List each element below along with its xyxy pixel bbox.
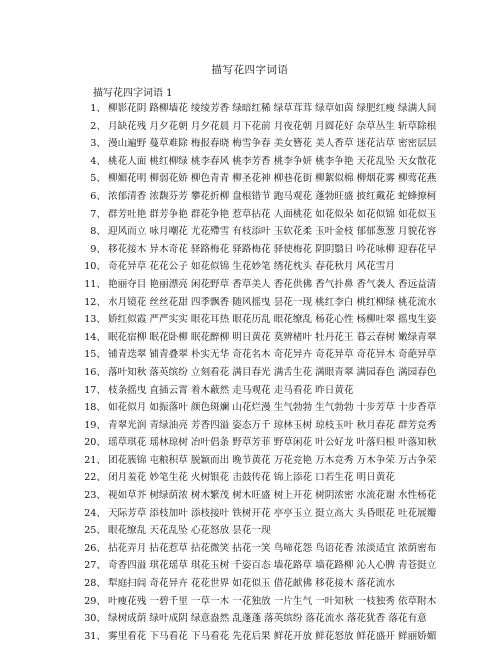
word-list-line	[82, 434, 492, 452]
line-text: 奇花异草 花花公子 如花似锦 生花妙笔 绣花枕头 春花秋月 风花雪月	[108, 261, 395, 273]
line-number: 24、	[84, 507, 106, 519]
line-number: 11、	[84, 278, 106, 290]
word-list-line	[82, 188, 492, 206]
word-list-line	[82, 100, 492, 118]
line-number: 31、	[84, 630, 106, 642]
line-number: 22、	[84, 472, 106, 484]
line-number: 10、	[84, 261, 106, 273]
word-list-line	[82, 628, 492, 645]
line-text: 雾里看花 下马看花 下马看花 先花后果 鲜花开放 鲜花怒放 鲜花盛开 鲜丽娇媚	[108, 630, 437, 642]
word-list-line	[82, 206, 492, 224]
line-text: 绿树成荫 绿叶成阴 绿意盎然 乱蓬蓬 落英缤纷 落花流水 落花犹香 落花有意	[108, 613, 427, 625]
word-list-line	[82, 505, 492, 523]
word-list-line	[82, 382, 492, 400]
line-number: 5、	[90, 173, 106, 185]
word-list-line	[82, 153, 492, 171]
line-number: 29、	[84, 595, 106, 607]
document-title: 描写花四字词语	[211, 64, 289, 76]
word-list-line	[82, 399, 492, 417]
line-number: 26、	[84, 542, 106, 554]
line-text: 迎风而立 咏月嘲花 尤花殢雪 有枝添叶 玉软花柔 玉叶金枝 郁郁葱葱 月貌花容	[108, 226, 437, 238]
line-text: 团花簇锦 屯粮积草 脱颖而出 晚节黄花 万花竞艳 万木竞秀 万木争荣 万古争荣	[108, 454, 437, 466]
section-heading: 描写花四字词语 1	[93, 88, 173, 99]
word-list-line	[82, 364, 492, 382]
word-list-line	[82, 241, 492, 259]
line-text: 漫山遍野 蔓草难除 梅报春晓 梅雪争春 美女簪花 美人香草 迷花沾草 密密层层	[108, 138, 437, 150]
line-text: 娇红似霞 严严实实 眼花耳热 眼花历乱 眼花缭乱 杨花心性 杨柳吐翠 摇曳生姿	[108, 314, 437, 326]
line-number: 9、	[90, 243, 106, 255]
line-text: 艳丽夺目 艳丽漂亮 闲花野草 香草美人 香花供佛 香气扑鼻 香气袭人 香远益清	[108, 278, 437, 290]
line-number: 16、	[84, 366, 106, 378]
line-number: 2、	[90, 120, 106, 132]
word-list-line	[82, 329, 492, 347]
word-list-line	[82, 223, 492, 241]
line-text: 视如草芥 树绿荫浓 树木繁茂 树木旺盛 树上开花 树阴浓密 水流花谢 水性杨花	[108, 490, 437, 502]
word-list-line	[82, 540, 492, 558]
line-text: 柳影花阴 路柳墙花 绫绫芳香 绿暗红稀 绿草茸茸 绿草如茵 绿肥红瘦 绿满人间	[108, 103, 437, 114]
line-text: 天际芳草 添枝加叶 添枝接叶 铁树开花 亭亭玉立 挺立高大 头昏眼花 吐花展瓣	[108, 507, 437, 519]
line-number: 1、	[90, 103, 106, 114]
word-list-line	[82, 118, 492, 136]
line-text: 闭月羞花 妙笔生花 火树银花 击鼓传花 锦上添花 口若生花 明日黄花	[108, 472, 395, 484]
word-list-line	[82, 610, 492, 628]
line-number: 17、	[84, 384, 106, 396]
line-text: 落叶知秋 落英缤纷 立刻看花 满目春光 满舌生花 满眼青翠 满园春色 满园春色	[108, 366, 437, 378]
line-text: 移花接木 异木奇花 驿路梅花 驿路梅花 驿使梅花 阴阴翳日 吟花咏柳 迎春花早	[108, 243, 437, 255]
line-text: 眼花缭乱 天花乱坠 心花怒放 昙花一现	[108, 525, 271, 537]
word-list-line	[82, 593, 492, 611]
line-text: 枝条摇曳 直插云霄 着木蔽然 走马观花 走马看花 昨日黄花	[108, 384, 354, 396]
word-list-line	[82, 452, 492, 470]
word-list-line	[82, 417, 492, 435]
line-text: 犁庭扫闾 奇花异卉 花花世界 如花似玉 借花献佛 移花接木 落花流水	[108, 578, 395, 590]
line-text: 如花似月 如振落叶 颜色斑斓 山花烂漫 生气勃勃 生气勃勃 十步芳草 十步香草	[108, 402, 437, 414]
line-number: 4、	[90, 155, 106, 167]
line-number: 21、	[84, 454, 106, 466]
line-text: 水月镜花 丝丝花甜 四季飘香 随风摇曳 昙花一现 桃红李白 桃红柳绿 桃花流水	[108, 296, 437, 308]
word-list-line	[82, 469, 492, 487]
word-list-line	[82, 170, 492, 188]
word-list	[82, 100, 492, 645]
line-text: 柳媚花明 柳弱花娇 柳色青青 柳圣花神 柳巷花街 柳絮似棉 柳烟花雾 柳莺花燕	[108, 173, 437, 185]
word-list-line	[82, 346, 492, 364]
word-list-line	[82, 575, 492, 593]
line-number: 23、	[84, 490, 106, 502]
word-list-line	[82, 135, 492, 153]
line-number: 6、	[90, 190, 106, 202]
line-number: 27、	[84, 560, 106, 572]
word-list-line	[82, 258, 492, 276]
line-text: 桃花人面 桃红柳绿 桃李春风 桃李芳香 桃李争妍 桃李争艳 天花乱坠 天女散花	[108, 155, 437, 167]
line-number: 19、	[84, 419, 106, 431]
line-text: 月缺花残 月夕花朝 月夕花晨 月下花前 月夜花朝 月圆花好 杂草丛生 斩草除根	[108, 120, 437, 132]
line-number: 18、	[84, 402, 106, 414]
line-text: 叶瘦花残 一碧千里 一草一木 一花独放 一片生气 一叶知秋 一枝独秀 依草附木	[108, 595, 437, 607]
line-number: 14、	[84, 331, 106, 343]
word-list-line	[82, 276, 492, 294]
word-list-line	[82, 487, 492, 505]
word-list-line	[82, 522, 492, 540]
word-list-line	[82, 311, 492, 329]
line-number: 7、	[90, 208, 106, 220]
line-text: 青翠光润 青绿油亮 芳香四溢 姿态万千 琼林玉树 琼枝玉叶 秋月春花 群芳竞秀	[108, 419, 437, 431]
line-number: 30、	[84, 613, 106, 625]
line-number: 3、	[90, 138, 106, 150]
word-list-line	[82, 294, 492, 312]
line-text: 瑶草琪花 瑶林琼树 冶叶倡条 野草芳菲 野草闲花 叶公好龙 叶落归根 叶落知秋	[108, 437, 437, 449]
line-text: 铺青迭翠 铺青叠翠 朴实无华 奇花名木 奇花异卉 奇花异草 奇花异木 奇葩异草	[108, 349, 437, 361]
line-number: 8、	[90, 226, 106, 238]
line-number: 20、	[84, 437, 106, 449]
word-list-line	[82, 557, 492, 575]
line-number: 15、	[84, 349, 106, 361]
line-text: 眠花宿柳 眠花卧柳 眠花醉柳 明日黄花 莫辨楮叶 牡丹花王 暮云春树 嫩绿青翠	[108, 331, 437, 343]
line-number: 28、	[84, 578, 106, 590]
line-text: 奇香四溢 琪花瑶草 琪花玉树 千姿百态 墙花路草 墙花路柳 沁人心脾 青苍挺立	[108, 560, 437, 572]
line-number: 13、	[84, 314, 106, 326]
line-text: 群芳吐艳 群芳争艳 群花争艳 惹草拈花 人面桃花 如花似朵 如花似锦 如花似玉	[108, 208, 437, 220]
line-number: 12、	[84, 296, 106, 308]
line-number: 25、	[84, 525, 106, 537]
line-text: 拈花弄月 拈花惹草 拈花微笑 拈花一笑 鸟啼花怨 鸟语花香 浓淡适宜 浓荫密布	[108, 542, 437, 554]
line-text: 浓郁清香 浓馥芬芳 攀花折柳 盘根错节 跑马观花 蓬勃旺盛 披红戴花 蛇蜂撩柯	[108, 190, 437, 202]
